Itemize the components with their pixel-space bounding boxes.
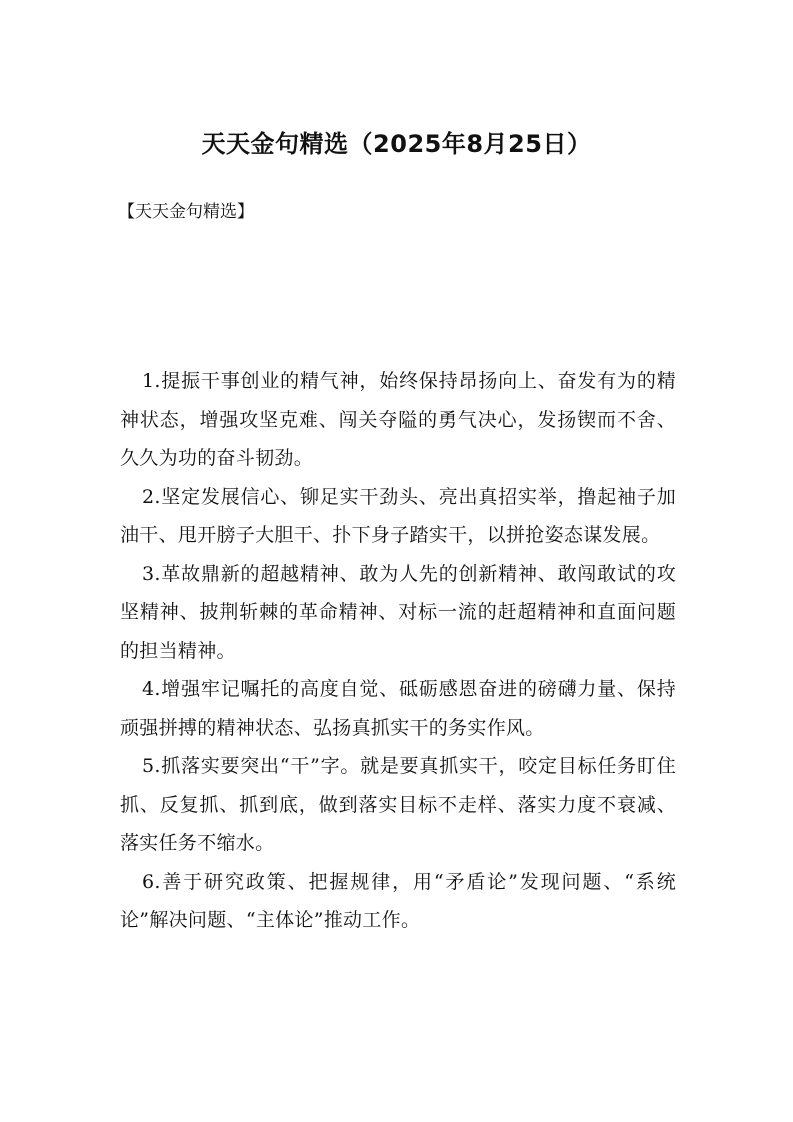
quote-item-1: 1.提振干事创业的精气神，始终保持昂扬向上、奋发有为的精神状态，增强攻坚克难、闯关夺隘的勇气决心，发扬锲而不舍、久久为功的奋斗韧劲。	[120, 370, 676, 469]
page-title: 天天金句精选（2025年8月25日）	[201, 130, 592, 158]
quote-list	[120, 362, 676, 940]
section-label: 【天天金句精选】	[118, 202, 254, 222]
quote-item-5: 5.抓落实要突出“干”字。就是要真抓实干，咬定目标任务盯住抓、反复抓、抓到底，做到落实目标不走样、落实力度不衰减、落实任务不缩水。	[120, 755, 676, 854]
quote-item-6: 6.善于研究政策、把握规律，用“矛盾论”发现问题、“系统论”解决问题、“主体论”推动工作。	[120, 870, 676, 931]
quote-item-4: 4.增强牢记嘱托的高度自觉、砥砺感恩奋进的磅礴力量、保持顽强拼搏的精神状态、弘扬真抓实干的务实作风。	[120, 678, 676, 739]
quote-item-2: 2.坚定发展信心、铆足实干劲头、亮出真招实举，撸起袖子加油干、甩开膀子大胆干、扑下身子踏实干，以拼抢姿态谋发展。	[120, 485, 676, 546]
quote-item-3: 3.革故鼎新的超越精神、敢为人先的创新精神、敢闯敢试的攻坚精神、披荆斩棘的革命精神、对标一流的赶超精神和直面问题的担当精神。	[120, 562, 676, 662]
